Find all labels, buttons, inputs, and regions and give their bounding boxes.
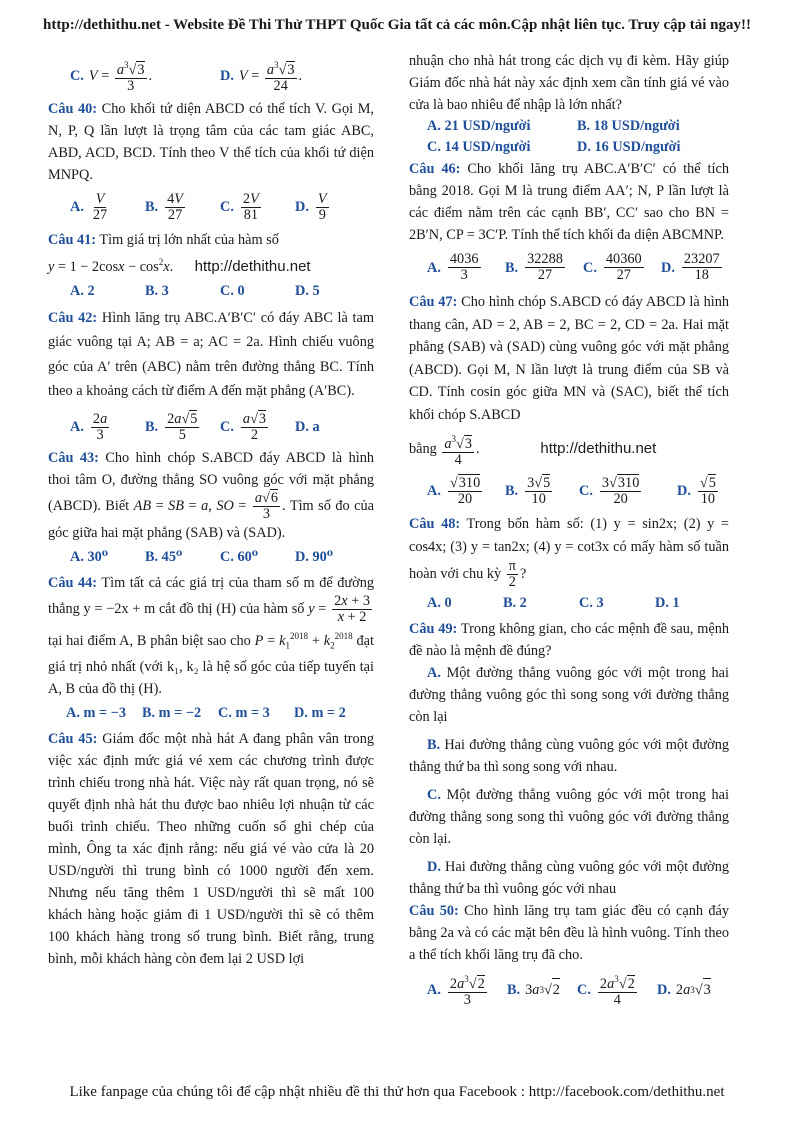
q45-options	[427, 116, 729, 158]
page-footer: Like fanpage của chúng tôi để cập nhật nhiều đề thi thử hơn qua Facebook : http://facebook.com/dethithu.net	[69, 1084, 725, 1100]
q49-text: Câu 49: Trong không gian, cho các mệnh đề sau, mệnh đề nào là mệnh đề đúng?	[409, 620, 730, 659]
q40-text: Câu 40: Cho khối tứ diện ABCD có thể tích V. Gọi M, N, P, Q lần lượt là trọng tâm của các tam giác ABC, ABD, ACD, BCD. Tính theo V thể tích của khối tứ diện MNPQ.	[48, 100, 374, 183]
q48-options	[427, 592, 729, 614]
q50-option-a[interactable]: A. $\frac{2a^3√2}{3}$	[427, 973, 485, 1008]
q41-option-d[interactable]: D. 5	[295, 282, 320, 299]
q47-option-b[interactable]: B. $\frac{3√5}{10}$	[505, 474, 551, 507]
q45-option-a[interactable]: A. 21 USD/người	[427, 118, 531, 134]
q48-text: Câu 48: Trong bốn hàm số: (1) y = sin2x; (2) y = cos4x; (3) y = tan2x; (4) y = cot3x có mấy hàm số tuần hoàn với chu kỳ $\frac{\pi}{2}$ ?	[409, 515, 729, 590]
q44-option-b[interactable]: B. m = −2	[142, 705, 202, 722]
q46-text: Câu 46: Cho khối lăng trụ ABC.A′B′C′ có thể tích bằng 2018. Gọi M là trung điểm AA′; N, P lần lượt là các điểm nằm trên các cạnh BB′, CC′ sao cho BN = 2B′N, CP = 3C′P. Tính thể tích khối đa diện ABCMNP.	[409, 161, 729, 243]
q45-option-b[interactable]: B. 18 USD/người	[577, 118, 680, 134]
q50-text: Câu 50: Cho hình lăng trụ tam giác đều có cạnh đáy bằng 2a và có các mặt bên đều là hình vuông. Tính theo a thể tích khối lăng trụ đã cho.	[409, 902, 729, 963]
q47-option-c[interactable]: C. $\frac{3√310}{20}$	[579, 474, 640, 507]
q43-option-d[interactable]: D. 90⁰	[295, 548, 334, 565]
q42-options	[70, 412, 374, 443]
q45-text: Câu 45: Giám đốc một nhà hát A đang phân vân trong việc xác định mức giá vé xem các chương trình được trình chiếu trong nhà hát. Việc này rất quan trọng, nó sẽ quyết định nhà hát thu được bao nhiêu lợi nhuận từ các buổi trình chiếu. Theo những cuốn sổ ghi chép của mình, Ông ta xác định rằng: nếu giá vé vào cửa là 20 USD/người thì trung bình có 1000 người đến xem. Nhưng nếu tăng thêm 1 USD/người thì sẽ mất 100 khách hàng hoặc giảm đi 1 USD/người thì sẽ có thêm 100 khách hàng trong số trung bình. Biết rằng, trung bình, mỗi khách hàng còn đem lại 2 USD lợi	[48, 731, 374, 968]
q48-option-c[interactable]: C. 3	[579, 594, 604, 611]
q46-options	[427, 252, 729, 283]
q41-option-a[interactable]: A. 2	[70, 282, 95, 299]
q44-option-d[interactable]: D. m = 2	[294, 705, 346, 722]
q49-option-a[interactable]: A. Một đường thẳng vuông góc với một trong hai đường thẳng vuông góc thì song song với đường thẳng còn lại	[409, 664, 729, 725]
q42-text: Câu 42: Hình lăng trụ ABC.A′B′C′ có đáy ABC là tam giác vuông tại A; AB = a; AC = 2a. Hình chiếu vuông góc của A′ trên (ABC) nằm trên đường thẳng BC. Tính theo a khoảng cách từ điểm A đến mặt phẳng (A′BC).	[48, 309, 374, 400]
q39-options	[70, 58, 374, 94]
q45-option-d[interactable]: D. 16 USD/người	[577, 139, 681, 155]
q40-option-b[interactable]: B. $\frac{4V}{27}$	[145, 190, 184, 223]
q47-option-d[interactable]: D. $\frac{√5}{10}$	[677, 474, 716, 507]
q42-option-a[interactable]: A. $\frac{2a}{3}$	[70, 410, 108, 443]
q47-options	[427, 476, 729, 507]
q44-option-c[interactable]: C. m = 3	[218, 705, 270, 722]
q42-option-d[interactable]: D. a	[295, 419, 320, 436]
q47-volume: bằng $\frac{a^3√3}{4}$ . http://dethithu.net	[409, 434, 657, 468]
q48-option-a[interactable]: A. 0	[427, 594, 452, 611]
q50-option-d[interactable]: D. 2 a 3 √ 3	[657, 978, 711, 1001]
q46-option-d[interactable]: D. $\frac{23207}{18}$	[661, 251, 720, 283]
page-header: http://dethithu.net - Website Đề Thi Thử THPT Quốc Gia tất cả các môn.Cập nhật liên tục. Truy cập tải ngay!!	[43, 17, 751, 33]
q41-text: Câu 41: Tìm giá trị lớn nhất của hàm số $y = 1 - 2\cos x - \cos^2x$. http://dethithu.net	[48, 231, 311, 275]
q43-text: Câu 43: Cho hình chóp S.ABCD đáy ABCD là hình thoi tâm O, đường thẳng SO vuông góc với mặt phẳng (ABCD). Biết AB = SB = a, SO = $\frac{a√6}{3}$ . Tìm số đo của góc giữa hai mặt phẳng (SAB) và (SAD).	[48, 449, 374, 541]
q46-option-c[interactable]: C. $\frac{40360}{27}$	[583, 251, 642, 283]
q50-option-c[interactable]: C. $\frac{2a^3√2}{4}$	[577, 973, 635, 1008]
q43-options	[70, 546, 374, 568]
q41-option-b[interactable]: B. 3	[145, 282, 169, 299]
q44-option-a[interactable]: A. m = −3	[66, 705, 126, 722]
q45-option-c[interactable]: C. 14 USD/người	[427, 139, 531, 155]
q45-continued: nhuận cho nhà hát trong các dịch vụ đi kèm. Hãy giúp Giám đốc nhà hát này xác định xem cần tính giá vé vào cửa là bao nhiêu để nhập là lớn nhất?	[409, 53, 729, 113]
q39-option-d[interactable]: D. V = $\frac{a^3√3}{24}$ .	[220, 60, 303, 94]
q40-option-a[interactable]: A. $\frac{V}{27}$	[70, 190, 108, 223]
q41-option-c[interactable]: C. 0	[220, 282, 245, 299]
q49-option-d[interactable]: D. Hai đường thẳng cùng vuông góc với một đường thẳng thứ ba thì vuông góc với nhau	[409, 858, 729, 897]
q47-text: Câu 47: Cho hình chóp S.ABCD có đáy ABCD là hình thang cân, AD = 2, AB = 2, BC = 2, CD = 2a. Hai mặt phẳng (SAB) và (SAD) cùng vuông góc với mặt phẳng (ABCD). Gọi M, N lần lượt là trung điểm của SB và CD. Tính cosin góc giữa MN và (SAC), biết thể tích khối chóp S.ABCD	[409, 294, 729, 423]
q48-option-d[interactable]: D. 1	[655, 594, 680, 611]
q40-option-d[interactable]: D. $\frac{V}{9}$	[295, 190, 327, 223]
watermark-2: http://dethithu.net	[540, 440, 657, 458]
right-column	[409, 50, 729, 1012]
q42-option-c[interactable]: C. $\frac{a√3}{2}$	[220, 410, 267, 443]
q49-option-b[interactable]: B. Hai đường thẳng cùng vuông góc với một đường thẳng thứ ba thì song song với nhau.	[409, 736, 730, 775]
q46-option-a[interactable]: A. $\frac{4036}{3}$	[427, 251, 479, 283]
watermark-1: http://dethithu.net	[194, 257, 311, 275]
q50-options	[427, 972, 729, 1008]
q49-option-c[interactable]: C. Một đường thẳng vuông góc với một trong hai đường thẳng song song thì vuông góc với đường thẳng còn lại.	[409, 786, 729, 847]
q47-option-a[interactable]: A. $\frac{√310}{20}$	[427, 474, 481, 507]
q50-option-b[interactable]: B. 3 a 3 √ 2	[507, 978, 577, 1001]
q44-text: Câu 44: Tìm tất cả các giá trị của tham số m để đường thẳng y = −2x + m cắt đồ thị (H) của hàm số y = $\frac{2x + 3}{x + 2}$ tại hai điểm A, B phân biệt sao cho $P = k_1^{2018} + k_2^{2018}$ đạt giá trị nhỏ nhất (với k₁, k₂ là hệ số góc của tiếp tuyến tại A, B của đồ thị (H).	[48, 574, 375, 698]
q40-option-c[interactable]: C. $\frac{2V}{81}$	[220, 190, 259, 223]
q42-option-b[interactable]: B. $\frac{2a√5}{5}$	[145, 410, 198, 443]
left-column	[48, 58, 374, 970]
q40-options	[70, 192, 374, 223]
q43-option-c[interactable]: C. 60⁰	[220, 548, 259, 565]
q46-option-b[interactable]: B. $\frac{32288}{27}$	[505, 251, 563, 283]
q39-option-c[interactable]: C. V = $\frac{a^3√3}{3}$ .	[70, 60, 153, 94]
q44-options	[66, 702, 374, 724]
q41-options	[70, 280, 374, 302]
q48-option-b[interactable]: B. 2	[503, 594, 527, 611]
q43-option-a[interactable]: A. 30⁰	[70, 548, 109, 565]
q43-option-b[interactable]: B. 45⁰	[145, 548, 183, 565]
